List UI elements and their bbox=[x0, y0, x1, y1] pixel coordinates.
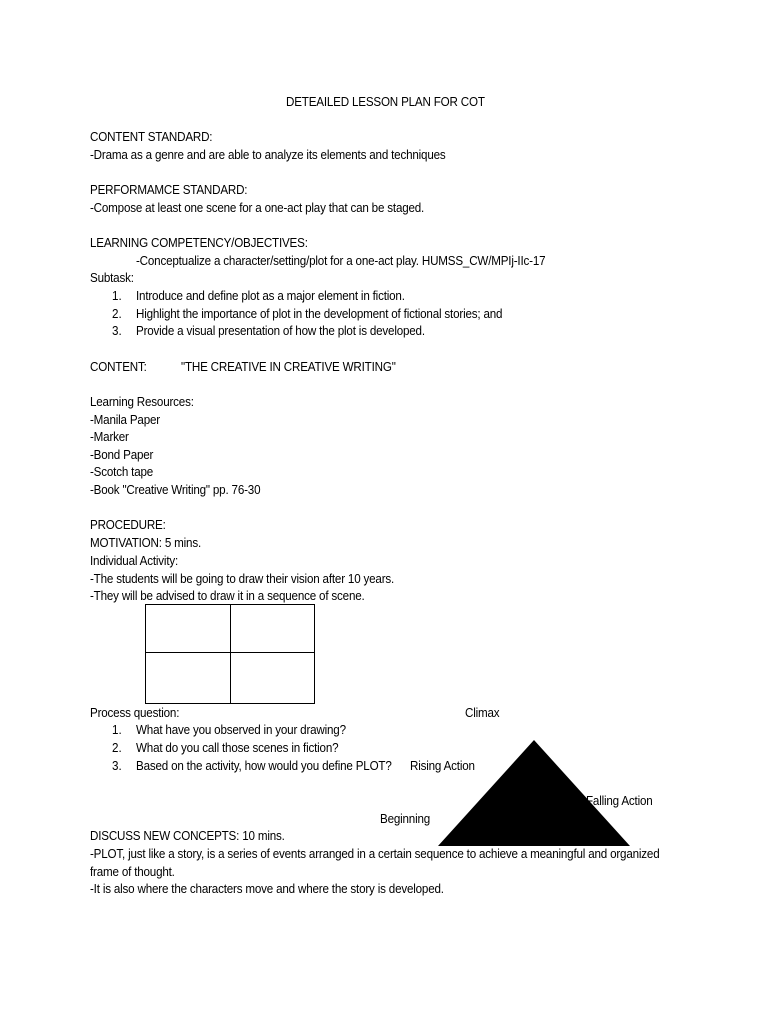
learning-competency-text: -Conceptualize a character/setting/plot for a one-act play. HUMSS_CW/MPIj-IIc-17 bbox=[136, 254, 546, 268]
content-standard-text: -Drama as a genre and are able to analyze its elements and techniques bbox=[90, 148, 446, 162]
content-standard-heading: CONTENT STANDARD: bbox=[90, 130, 213, 144]
list-item: -Scotch tape bbox=[90, 465, 154, 479]
subtask-label: Subtask: bbox=[90, 271, 134, 285]
list-item: What have you observed in your drawing? bbox=[136, 723, 346, 737]
grid-cell bbox=[145, 604, 230, 652]
learning-competency-heading: LEARNING COMPETENCY/OBJECTIVES: bbox=[90, 236, 308, 250]
discuss-line: frame of thought. bbox=[90, 865, 175, 879]
list-item: Highlight the importance of plot in the development of fictional stories; and bbox=[136, 307, 503, 321]
falling-action-label: Falling Action bbox=[586, 794, 653, 808]
list-item-number: 2. bbox=[112, 741, 122, 755]
procedure-heading: PROCEDURE: bbox=[90, 518, 166, 532]
discuss-line: -PLOT, just like a story, is a series of events arranged in a certain sequence to achieve a meaningful and organized bbox=[90, 847, 660, 861]
list-item: -Bond Paper bbox=[90, 448, 154, 462]
grid-cell bbox=[145, 652, 230, 704]
content-label: CONTENT: bbox=[90, 360, 147, 374]
list-item-number: 3. bbox=[112, 759, 122, 773]
resources-heading: Learning Resources: bbox=[90, 395, 194, 409]
drawing-grid bbox=[145, 604, 315, 704]
rising-action-label: Rising Action bbox=[410, 759, 475, 773]
activity-label: Individual Activity: bbox=[90, 554, 179, 568]
list-item: -Book "Creative Writing" pp. 76-30 bbox=[90, 483, 261, 497]
list-item: Based on the activity, how would you define PLOT? bbox=[136, 759, 392, 773]
grid-cell bbox=[230, 604, 315, 652]
list-item-number: 1. bbox=[112, 289, 122, 303]
content-value: "THE CREATIVE IN CREATIVE WRITING" bbox=[181, 360, 396, 374]
plot-pyramid bbox=[438, 740, 630, 846]
process-heading: Process question: bbox=[90, 706, 180, 720]
list-item-number: 2. bbox=[112, 307, 122, 321]
list-item: Provide a visual presentation of how the plot is developed. bbox=[136, 324, 425, 338]
list-item: -Marker bbox=[90, 430, 129, 444]
list-item-number: 3. bbox=[112, 324, 122, 338]
motivation-line: MOTIVATION: 5 mins. bbox=[90, 536, 202, 550]
grid-cell bbox=[230, 652, 315, 704]
performance-standard-heading: PERFORMAMCE STANDARD: bbox=[90, 183, 248, 197]
performance-standard-text: -Compose at least one scene for a one-act play that can be staged. bbox=[90, 201, 425, 215]
list-item: -Manila Paper bbox=[90, 413, 160, 427]
page-title: DETEAILED LESSON PLAN FOR COT bbox=[286, 95, 485, 109]
list-item: Introduce and define plot as a major element in fiction. bbox=[136, 289, 405, 303]
climax-label: Climax bbox=[465, 706, 500, 720]
procedure-line: -They will be advised to draw it in a sequence of scene. bbox=[90, 589, 365, 603]
discuss-heading: DISCUSS NEW CONCEPTS: 10 mins. bbox=[90, 829, 285, 843]
procedure-line: -The students will be going to draw their vision after 10 years. bbox=[90, 572, 395, 586]
discuss-line: -It is also where the characters move and where the story is developed. bbox=[90, 882, 444, 896]
beginning-label: Beginning bbox=[380, 812, 431, 826]
list-item: What do you call those scenes in fiction? bbox=[136, 741, 339, 755]
list-item-number: 1. bbox=[112, 723, 122, 737]
plot-triangle bbox=[438, 740, 630, 846]
